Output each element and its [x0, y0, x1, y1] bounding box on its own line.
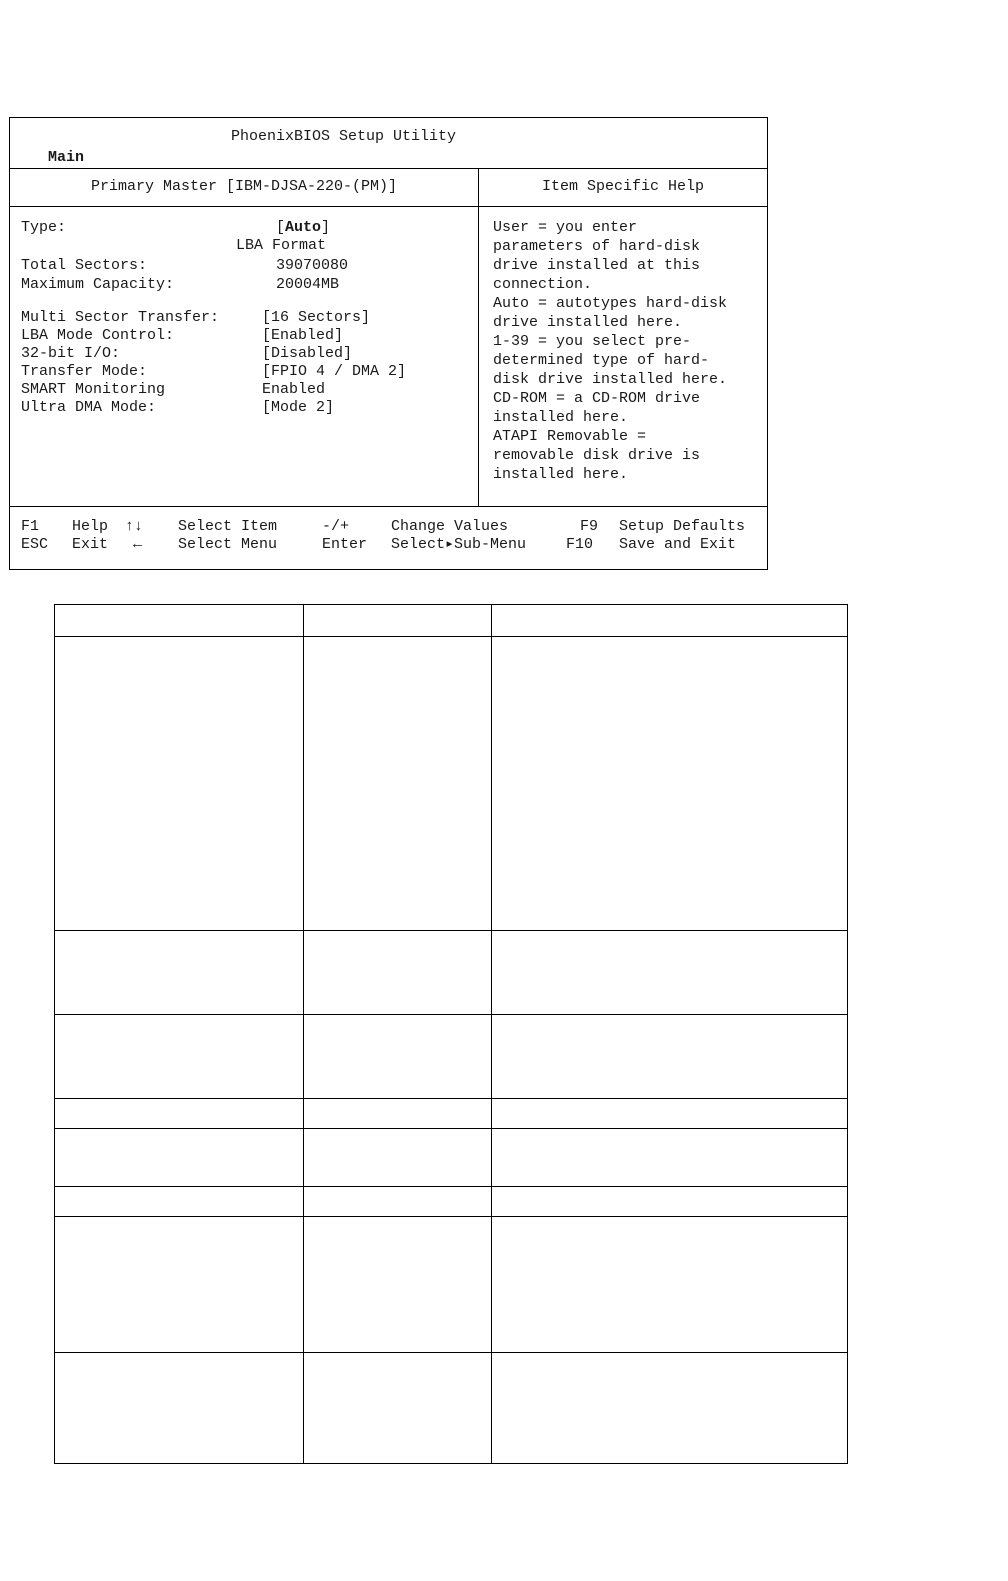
multi-sector-label: Multi Sector Transfer:	[21, 309, 220, 326]
submenu-triangle-icon: ▸	[445, 536, 455, 553]
type-label: Type:	[21, 219, 67, 236]
transfer-mode-value[interactable]: [FPIO 4 / DMA 2]	[262, 363, 407, 380]
help-line: CD-ROM = a CD-ROM drive	[493, 390, 701, 407]
max-capacity-label: Maximum Capacity:	[21, 276, 175, 293]
primary-master-heading: Primary Master [IBM-DJSA-220-(PM)]	[10, 168, 479, 206]
bios-subheader	[10, 168, 767, 207]
type-value-text: Auto	[285, 219, 322, 236]
help-line: parameters of hard-disk	[493, 238, 701, 255]
menu-main-tab[interactable]: Main	[48, 149, 85, 166]
lba-format-text: LBA Format	[236, 237, 327, 254]
select-label: Select	[391, 536, 446, 553]
help-line: determined type of hard-	[493, 352, 710, 369]
ultra-dma-value[interactable]: [Mode 2]	[262, 399, 335, 416]
multi-sector-value[interactable]: [16 Sectors]	[262, 309, 371, 326]
enter-key: Enter	[322, 536, 368, 553]
total-sectors-label: Total Sectors:	[21, 257, 148, 274]
setup-defaults-label: Setup Defaults	[619, 518, 746, 535]
type-value[interactable]	[276, 219, 330, 237]
total-sectors-value: 39070080	[276, 257, 349, 274]
table-column-divider	[303, 605, 304, 1463]
table-row-divider	[55, 1014, 847, 1015]
left-arrow-icon: ←	[133, 536, 143, 553]
help-line: 1-39 = you select pre-	[493, 333, 692, 350]
minus-plus-key: -/+	[322, 518, 350, 535]
io32-value[interactable]: [Disabled]	[262, 345, 353, 362]
lba-mode-value[interactable]: [Enabled]	[262, 327, 344, 344]
help-line: disk drive installed here.	[493, 371, 728, 388]
help-line: drive installed here.	[493, 314, 683, 331]
bios-setup-screen	[9, 117, 768, 570]
help-line: ATAPI Removable =	[493, 428, 647, 445]
select-item-label: Select Item	[178, 518, 278, 535]
type-bracket-open: [	[276, 219, 286, 236]
f1-key: F1	[21, 518, 40, 535]
save-and-exit-label: Save and Exit	[619, 536, 737, 553]
select-menu-label: Select Menu	[178, 536, 278, 553]
table-row-divider	[55, 1098, 847, 1099]
esc-key: ESC	[21, 536, 49, 553]
help-text-panel	[493, 218, 763, 484]
empty-table	[54, 604, 848, 1464]
help-line: connection.	[493, 276, 593, 293]
f10-key: F10	[566, 536, 594, 553]
item-specific-help-heading: Item Specific Help	[541, 178, 705, 195]
bios-header	[10, 118, 767, 169]
bios-body	[10, 206, 767, 507]
help-line: User = you enter	[493, 219, 638, 236]
help-line: Auto = autotypes hard-disk	[493, 295, 728, 312]
table-row-divider	[55, 930, 847, 931]
up-down-arrows-icon: ↑↓	[125, 518, 144, 535]
table-row-divider	[55, 1216, 847, 1217]
help-line: removable disk drive is	[493, 447, 701, 464]
table-row-divider	[55, 1352, 847, 1353]
help-line: drive installed at this	[493, 257, 701, 274]
table-column-divider	[491, 605, 492, 1463]
table-row-divider	[55, 636, 847, 637]
smart-monitoring-label: SMART Monitoring	[21, 381, 166, 398]
help-line: installed here.	[493, 466, 629, 483]
ultra-dma-label: Ultra DMA Mode:	[21, 399, 157, 416]
type-bracket-close: ]	[321, 219, 331, 236]
settings-panel	[10, 206, 479, 506]
smart-monitoring-value: Enabled	[262, 381, 326, 398]
table-row-divider	[55, 1128, 847, 1129]
bios-title: PhoenixBIOS Setup Utility	[230, 128, 457, 145]
change-values-label: Change Values	[391, 518, 509, 535]
io32-label: 32-bit I/O:	[21, 345, 121, 362]
max-capacity-value: 20004MB	[276, 276, 340, 293]
exit-key-label: Exit	[72, 536, 109, 553]
f9-key: F9	[580, 518, 599, 535]
key-legend-footer	[10, 507, 767, 569]
lba-mode-label: LBA Mode Control:	[21, 327, 175, 344]
table-row-divider	[55, 1186, 847, 1187]
help-key-label: Help	[72, 518, 109, 535]
sub-menu-label: Sub-Menu	[454, 536, 527, 553]
transfer-mode-label: Transfer Mode:	[21, 363, 148, 380]
help-line: installed here.	[493, 409, 629, 426]
